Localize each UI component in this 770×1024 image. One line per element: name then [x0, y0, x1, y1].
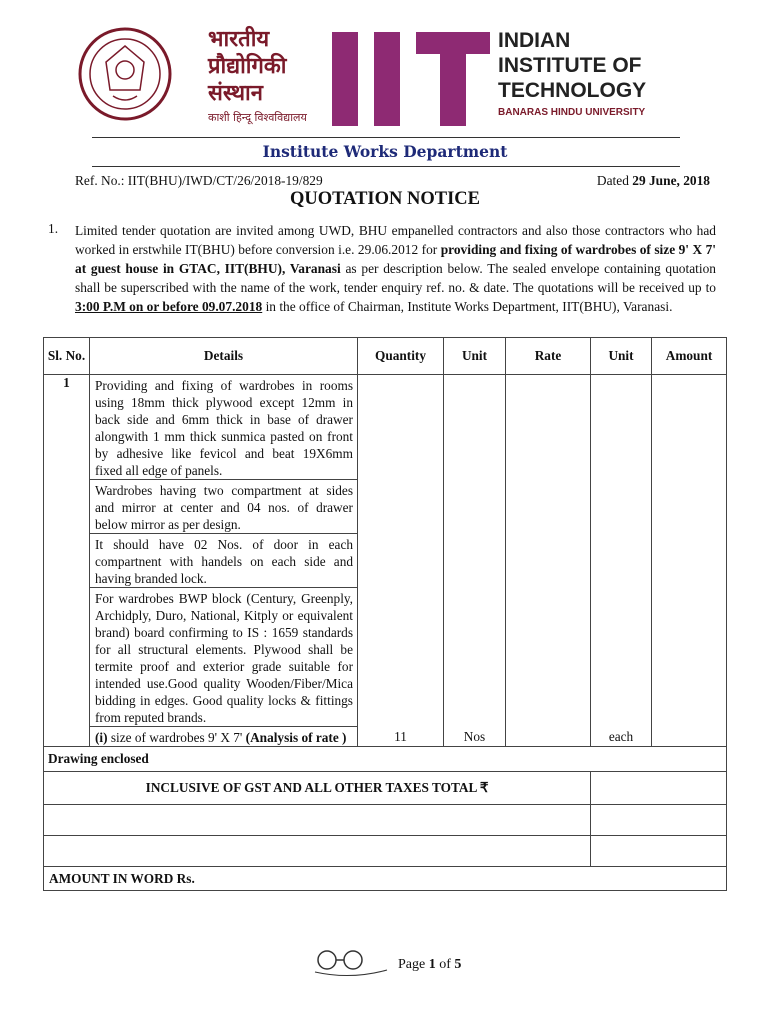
detail-item-bold: (Analysis of rate )	[245, 730, 347, 745]
header-amount: Amount	[652, 338, 727, 375]
para-bold-2: 3:00 P.M on or before 09.07.2018	[75, 299, 263, 314]
detail-block-1: Providing and fixing of wardrobes in rooms using 18mm thick plywood except 12mm in back side and 6mm thick in base of drawer alongwith 1 mm thick sunmica pasted on front by adhesive like fevicol and beat 19X6mm fixed all edge of panels.	[90, 375, 357, 480]
notice-title: QUOTATION NOTICE	[290, 189, 480, 209]
para-text-2: as per description below. The sealed envelope containing quotation shall be superscribed with the name of the work, tender enquiry ref. no. & date. The quotations will be received up to	[75, 261, 716, 295]
row-rate	[506, 375, 591, 747]
detail-block-3: It should have 02 Nos. of door in each compartnent with handels on each side and having branded lock.	[90, 534, 357, 588]
swachh-bharat-logo	[309, 946, 393, 982]
table-header-row	[44, 338, 727, 375]
header-rate: Rate	[506, 338, 591, 375]
detail-block-4: For wardrobes BWP block (Century, Greenply, Archidply, Duro, National, Kitply or equivalent brand) board confirming to IS : 1659 standards for all structural elements. Plywood shall be termite proof and exterior grade suitable for intended use.Good quality Wooden/Fiber/Mica bidding in edges. Good quality locks & fittings from reputed brands.	[90, 588, 357, 727]
english-university-name: BANARAS HINDU UNIVERSITY	[498, 107, 646, 118]
total-value	[591, 772, 727, 805]
blank-cell-right-2	[591, 836, 727, 867]
iit-logo	[332, 32, 490, 126]
english-line-3: TECHNOLOGY	[498, 79, 647, 102]
detail-item-prefix: (i)	[95, 730, 108, 745]
reference-number: Ref. No.: IIT(BHU)/IWD/CT/26/2018-19/829	[75, 173, 323, 188]
drawing-enclosed: Drawing enclosed	[44, 747, 727, 772]
page-mid: of	[435, 957, 455, 972]
dated-label: Dated	[596, 173, 633, 188]
department-title: Institute Works Department	[262, 142, 508, 161]
amount-in-words: AMOUNT IN WORD Rs.	[44, 867, 727, 891]
row-quantity: 11	[358, 375, 444, 747]
paragraph-number: 1.	[48, 221, 59, 236]
para-bold-1: providing and fixing of wardrobes of size 9' X 7' at guest house in GTAC, IIT(BHU), Varanasi	[75, 242, 716, 276]
page-total: 5	[454, 957, 462, 972]
document-date	[597, 173, 710, 189]
detail-block-2: Wardrobes having two compartment at sides and mirror at center and 04 nos. of drawer below mirror as per design.	[90, 480, 357, 534]
page-number	[398, 957, 461, 973]
header-rule	[92, 137, 680, 138]
total-row	[44, 772, 727, 805]
hindi-line-1: भारतीय	[208, 27, 270, 52]
header-unit: Unit	[444, 338, 506, 375]
hindi-line-3: संस्थान	[208, 81, 263, 106]
hindi-university-name: काशी हिन्दू विश्वविद्यालय	[208, 111, 307, 124]
amount-words-row	[44, 867, 727, 891]
english-line-2: INSTITUTE OF	[498, 54, 642, 77]
header-details: Details	[90, 338, 358, 375]
detail-item-text: size of wardrobes 9' X 7'	[107, 730, 246, 745]
detail-block-5	[90, 727, 357, 746]
dated-value: 29 June, 2018	[632, 173, 710, 188]
header-unit-2: Unit	[591, 338, 652, 375]
blank-cell	[44, 805, 591, 836]
header-sl-no: Sl. No.	[44, 338, 90, 375]
blank-row-2	[44, 836, 727, 867]
hindi-line-2: प्रौद्योगिकी	[208, 54, 287, 79]
para-text-1: Limited tender quotation are invited among UWD, BHU empanelled contractors and also those contractors who had worked in erstwhile IT(BHU) before conversion i.e. 29.06.2012 for	[75, 223, 716, 257]
para-text-3: in the office of Chairman, Institute Works Department, IIT(BHU), Varanasi.	[262, 299, 673, 314]
row-unit: Nos	[444, 375, 506, 747]
blank-row-1	[44, 805, 727, 836]
drawing-row	[44, 747, 727, 772]
english-line-1: INDIAN	[498, 29, 571, 52]
blank-cell-2	[44, 836, 591, 867]
page-prefix: Page	[398, 957, 429, 972]
institute-seal-logo	[78, 24, 172, 124]
row-amount	[652, 375, 727, 747]
total-label: INCLUSIVE OF GST AND ALL OTHER TAXES TOTAL ₹	[44, 772, 591, 805]
department-rule	[92, 166, 680, 167]
hindi-institute-name	[208, 26, 286, 107]
blank-cell-right	[591, 805, 727, 836]
english-institute-name	[498, 28, 646, 103]
quotation-table	[43, 337, 727, 891]
header-quantity: Quantity	[358, 338, 444, 375]
row-details	[90, 375, 358, 747]
notice-paragraph	[75, 221, 716, 316]
page-current: 1	[428, 957, 436, 972]
table-row	[44, 375, 727, 747]
row-unit-2: each	[591, 375, 652, 747]
row-sl-no: 1	[44, 375, 90, 747]
